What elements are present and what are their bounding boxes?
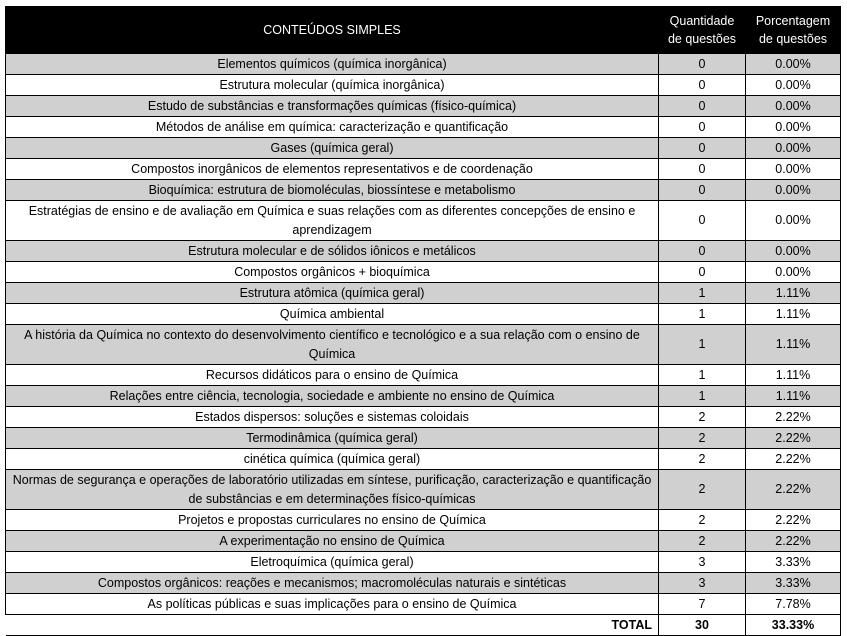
percentage-cell: 7.78% [746,594,841,615]
quantity-cell: 1 [659,304,746,325]
table-row [6,241,841,262]
percentage-cell: 0.00% [746,75,841,96]
quantity-cell: 1 [659,283,746,304]
table-row [6,201,841,241]
quantity-cell: 0 [659,180,746,201]
percentage-cell: 2.22% [746,449,841,470]
quantity-cell: 2 [659,449,746,470]
table-row [6,573,841,594]
percentage-cell: 0.00% [746,159,841,180]
quantity-cell: 0 [659,117,746,138]
topic-cell: Compostos orgânicos + bioquímica [6,262,659,283]
total-row [6,615,841,636]
table-row [6,428,841,449]
total-label: TOTAL [6,615,659,636]
table-row [6,262,841,283]
header-topic: CONTEÚDOS SIMPLES [6,7,659,54]
quantity-cell: 2 [659,510,746,531]
percentage-cell: 1.11% [746,283,841,304]
contents-table [5,6,841,636]
percentage-cell: 0.00% [746,241,841,262]
percentage-cell: 2.22% [746,531,841,552]
topic-cell: As políticas públicas e suas implicações para o ensino de Química [6,594,659,615]
percentage-cell: 1.11% [746,304,841,325]
quantity-cell: 0 [659,75,746,96]
header-percentage: Porcentagem de questões [746,7,841,54]
topic-cell: Estrutura molecular (química inorgânica) [6,75,659,96]
topic-cell: Estados dispersos: soluções e sistemas coloidais [6,407,659,428]
quantity-cell: 3 [659,573,746,594]
quantity-cell: 1 [659,386,746,407]
quantity-cell: 0 [659,96,746,117]
table-row [6,283,841,304]
topic-cell: Métodos de análise em química: caracterização e quantificação [6,117,659,138]
quantity-cell: 0 [659,54,746,75]
quantity-cell: 2 [659,531,746,552]
quantity-cell: 2 [659,428,746,449]
percentage-cell: 0.00% [746,262,841,283]
percentage-cell: 1.11% [746,325,841,365]
table-row [6,449,841,470]
header-row [6,7,841,54]
quantity-cell: 0 [659,262,746,283]
topic-cell: Bioquímica: estrutura de biomoléculas, biossíntese e metabolismo [6,180,659,201]
percentage-cell: 2.22% [746,470,841,510]
percentage-cell: 0.00% [746,96,841,117]
table-row [6,407,841,428]
quantity-cell: 3 [659,552,746,573]
quantity-cell: 0 [659,159,746,180]
table-row [6,117,841,138]
table-row [6,594,841,615]
topic-cell: Estratégias de ensino e de avaliação em Química e suas relações com as diferentes concepções de ensino e aprendizagem [6,201,659,241]
quantity-cell: 0 [659,241,746,262]
table-row [6,159,841,180]
total-percentage: 33.33% [746,615,841,636]
percentage-cell: 0.00% [746,180,841,201]
topic-cell: Gases (química geral) [6,138,659,159]
topic-cell: Normas de segurança e operações de laboratório utilizadas em síntese, purificação, caracterização e quantificação de substâncias e em determinações físico-químicas [6,470,659,510]
table-row [6,138,841,159]
table-row [6,386,841,407]
topic-cell: A experimentação no ensino de Química [6,531,659,552]
quantity-cell: 2 [659,470,746,510]
topic-cell: Estudo de substâncias e transformações químicas (físico-química) [6,96,659,117]
table-row [6,325,841,365]
topic-cell: Termodinâmica (química geral) [6,428,659,449]
table-row [6,365,841,386]
total-quantity: 30 [659,615,746,636]
topic-cell: Compostos orgânicos: reações e mecanismos; macromoléculas naturais e sintéticas [6,573,659,594]
spreadsheet-area [5,6,841,636]
topic-cell: Química ambiental [6,304,659,325]
quantity-cell: 1 [659,325,746,365]
table-row [6,75,841,96]
percentage-cell: 0.00% [746,138,841,159]
percentage-cell: 0.00% [746,117,841,138]
percentage-cell: 1.11% [746,386,841,407]
topic-cell: Elementos químicos (química inorgânica) [6,54,659,75]
table-row [6,96,841,117]
table-row [6,470,841,510]
percentage-cell: 3.33% [746,573,841,594]
topic-cell: cinética química (química geral) [6,449,659,470]
quantity-cell: 2 [659,407,746,428]
quantity-cell: 7 [659,594,746,615]
topic-cell: Recursos didáticos para o ensino de Química [6,365,659,386]
topic-cell: Projetos e propostas curriculares no ensino de Química [6,510,659,531]
topic-cell: Eletroquímica (química geral) [6,552,659,573]
table-row [6,531,841,552]
topic-cell: Estrutura molecular e de sólidos iônicos e metálicos [6,241,659,262]
topic-cell: Relações entre ciência, tecnologia, sociedade e ambiente no ensino de Química [6,386,659,407]
header-quantity: Quantidade de questões [659,7,746,54]
percentage-cell: 0.00% [746,54,841,75]
percentage-cell: 0.00% [746,201,841,241]
table-row [6,552,841,573]
topic-cell: Estrutura atômica (química geral) [6,283,659,304]
percentage-cell: 2.22% [746,510,841,531]
topic-cell: A história da Química no contexto do desenvolvimento científico e tecnológico e a sua relação com o ensino de Química [6,325,659,365]
table-row [6,54,841,75]
table-row [6,304,841,325]
topic-cell: Compostos inorgânicos de elementos representativos e de coordenação [6,159,659,180]
quantity-cell: 0 [659,138,746,159]
percentage-cell: 1.11% [746,365,841,386]
quantity-cell: 1 [659,365,746,386]
percentage-cell: 2.22% [746,407,841,428]
table-row [6,510,841,531]
percentage-cell: 2.22% [746,428,841,449]
table-row [6,180,841,201]
quantity-cell: 0 [659,201,746,241]
percentage-cell: 3.33% [746,552,841,573]
